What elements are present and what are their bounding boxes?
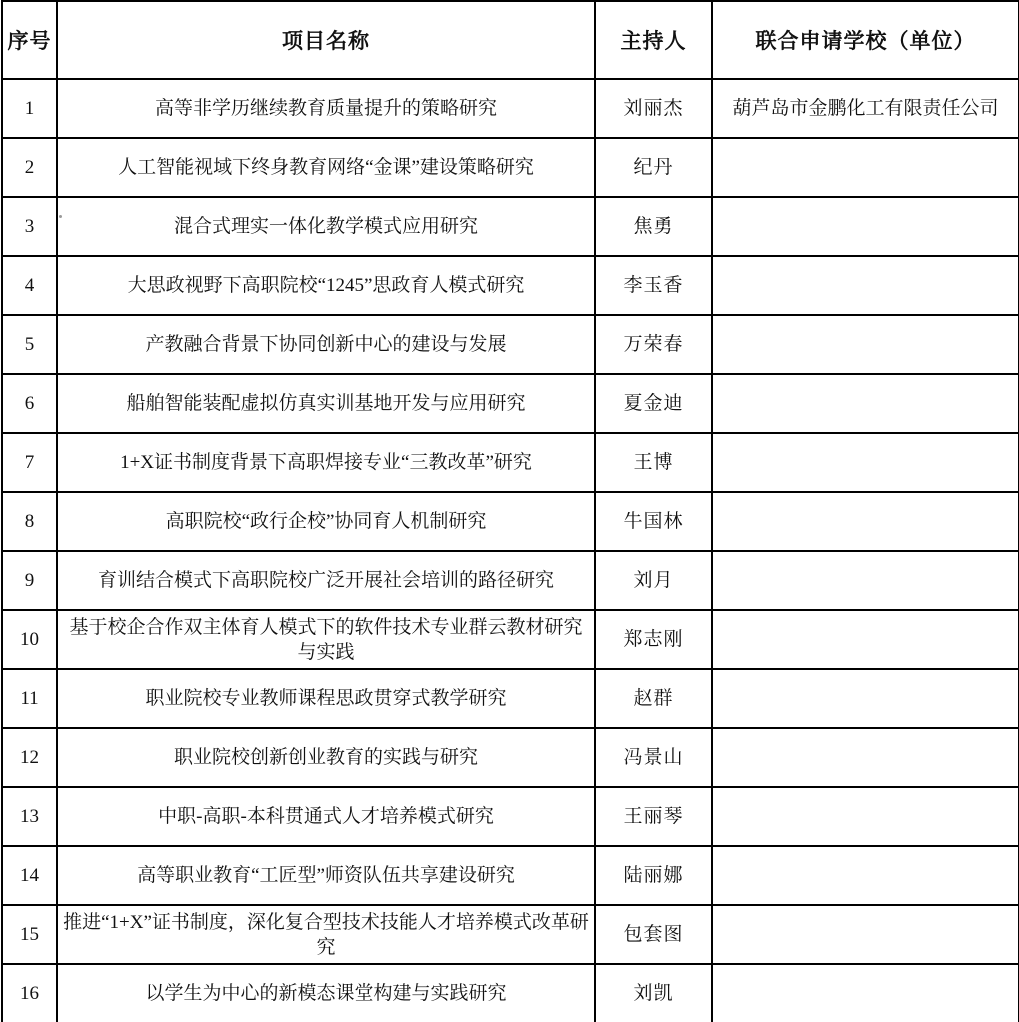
row-number-cell: 4 — [2, 256, 57, 315]
table-row — [2, 315, 1019, 374]
table-row — [2, 256, 1019, 315]
host-name-cell: 包套图 — [595, 905, 712, 964]
table-body — [2, 79, 1019, 1022]
row-number-cell: 1 — [2, 79, 57, 138]
row-number-cell: 5 — [2, 315, 57, 374]
table-row — [2, 964, 1019, 1022]
project-name-cell: 中职-高职-本科贯通式人才培养模式研究 — [57, 787, 595, 846]
table-row — [2, 905, 1019, 964]
row-number-cell: 3 — [2, 197, 57, 256]
project-name-cell: 船舶智能装配虚拟仿真实训基地开发与应用研究 — [57, 374, 595, 433]
col-header-project: 项目名称 — [57, 1, 595, 79]
host-name-cell: 赵群 — [595, 669, 712, 728]
host-name-cell: 刘凯 — [595, 964, 712, 1022]
host-name-cell: 王博 — [595, 433, 712, 492]
host-name-cell: 夏金迪 — [595, 374, 712, 433]
table-row — [2, 374, 1019, 433]
table-row — [2, 610, 1019, 669]
joint-unit-cell — [712, 669, 1019, 728]
project-name-cell: 高职院校“政行企校”协同育人机制研究 — [57, 492, 595, 551]
table-row — [2, 787, 1019, 846]
table-row — [2, 138, 1019, 197]
joint-unit-cell — [712, 787, 1019, 846]
project-name-cell: 基于校企合作双主体育人模式下的软件技术专业群云教材研究与实践 — [57, 610, 595, 669]
project-name-cell: 混合式理实一体化教学模式应用研究 — [57, 197, 595, 256]
project-name-cell: 大思政视野下高职院校“1245”思政育人模式研究 — [57, 256, 595, 315]
project-name-cell: 以学生为中心的新模态课堂构建与实践研究 — [57, 964, 595, 1022]
joint-unit-cell — [712, 374, 1019, 433]
host-name-cell: 焦勇 — [595, 197, 712, 256]
project-name-cell: 人工智能视域下终身教育网络“金课”建设策略研究 — [57, 138, 595, 197]
row-number-cell: 7 — [2, 433, 57, 492]
host-name-cell: 牛国林 — [595, 492, 712, 551]
project-name-cell: 职业院校创新创业教育的实践与研究 — [57, 728, 595, 787]
joint-unit-cell — [712, 551, 1019, 610]
table-row — [2, 669, 1019, 728]
table-row — [2, 433, 1019, 492]
project-name-cell: 高等非学历继续教育质量提升的策略研究 — [57, 79, 595, 138]
row-number-cell: 12 — [2, 728, 57, 787]
joint-unit-cell — [712, 315, 1019, 374]
project-name-cell: 高等职业教育“工匠型”师资队伍共享建设研究 — [57, 846, 595, 905]
table-row — [2, 197, 1019, 256]
row-number-cell: 10 — [2, 610, 57, 669]
row-number-cell: 2 — [2, 138, 57, 197]
scan-artifact-dot — [59, 215, 62, 218]
joint-unit-cell — [712, 138, 1019, 197]
col-header-host: 主持人 — [595, 1, 712, 79]
host-name-cell: 郑志刚 — [595, 610, 712, 669]
row-number-cell: 16 — [2, 964, 57, 1022]
row-number-cell: 13 — [2, 787, 57, 846]
host-name-cell: 陆丽娜 — [595, 846, 712, 905]
row-number-cell: 6 — [2, 374, 57, 433]
row-number-cell: 11 — [2, 669, 57, 728]
project-name-cell: 育训结合模式下高职院校广泛开展社会培训的路径研究 — [57, 551, 595, 610]
table-row — [2, 492, 1019, 551]
table-row — [2, 728, 1019, 787]
table-row — [2, 79, 1019, 138]
host-name-cell: 李玉香 — [595, 256, 712, 315]
joint-unit-cell — [712, 610, 1019, 669]
project-name-cell: 产教融合背景下协同创新中心的建设与发展 — [57, 315, 595, 374]
host-name-cell: 刘月 — [595, 551, 712, 610]
col-header-unit: 联合申请学校（单位） — [712, 1, 1019, 79]
projects-table — [1, 0, 1019, 1022]
table-row — [2, 551, 1019, 610]
joint-unit-cell — [712, 492, 1019, 551]
joint-unit-cell — [712, 846, 1019, 905]
project-name-cell: 职业院校专业教师课程思政贯穿式教学研究 — [57, 669, 595, 728]
row-number-cell: 15 — [2, 905, 57, 964]
host-name-cell: 冯景山 — [595, 728, 712, 787]
project-name-cell: 1+X证书制度背景下高职焊接专业“三教改革”研究 — [57, 433, 595, 492]
joint-unit-cell: 葫芦岛市金鹏化工有限责任公司 — [712, 79, 1019, 138]
host-name-cell: 刘丽杰 — [595, 79, 712, 138]
host-name-cell: 王丽琴 — [595, 787, 712, 846]
joint-unit-cell — [712, 433, 1019, 492]
row-number-cell: 14 — [2, 846, 57, 905]
table-row — [2, 846, 1019, 905]
header-row — [2, 1, 1019, 79]
joint-unit-cell — [712, 256, 1019, 315]
host-name-cell: 纪丹 — [595, 138, 712, 197]
row-number-cell: 8 — [2, 492, 57, 551]
joint-unit-cell — [712, 728, 1019, 787]
joint-unit-cell — [712, 197, 1019, 256]
host-name-cell: 万荣春 — [595, 315, 712, 374]
joint-unit-cell — [712, 905, 1019, 964]
col-header-index: 序号 — [2, 1, 57, 79]
project-name-cell: 推进“1+X”证书制度，深化复合型技术技能人才培养模式改革研究 — [57, 905, 595, 964]
row-number-cell: 9 — [2, 551, 57, 610]
joint-unit-cell — [712, 964, 1019, 1022]
